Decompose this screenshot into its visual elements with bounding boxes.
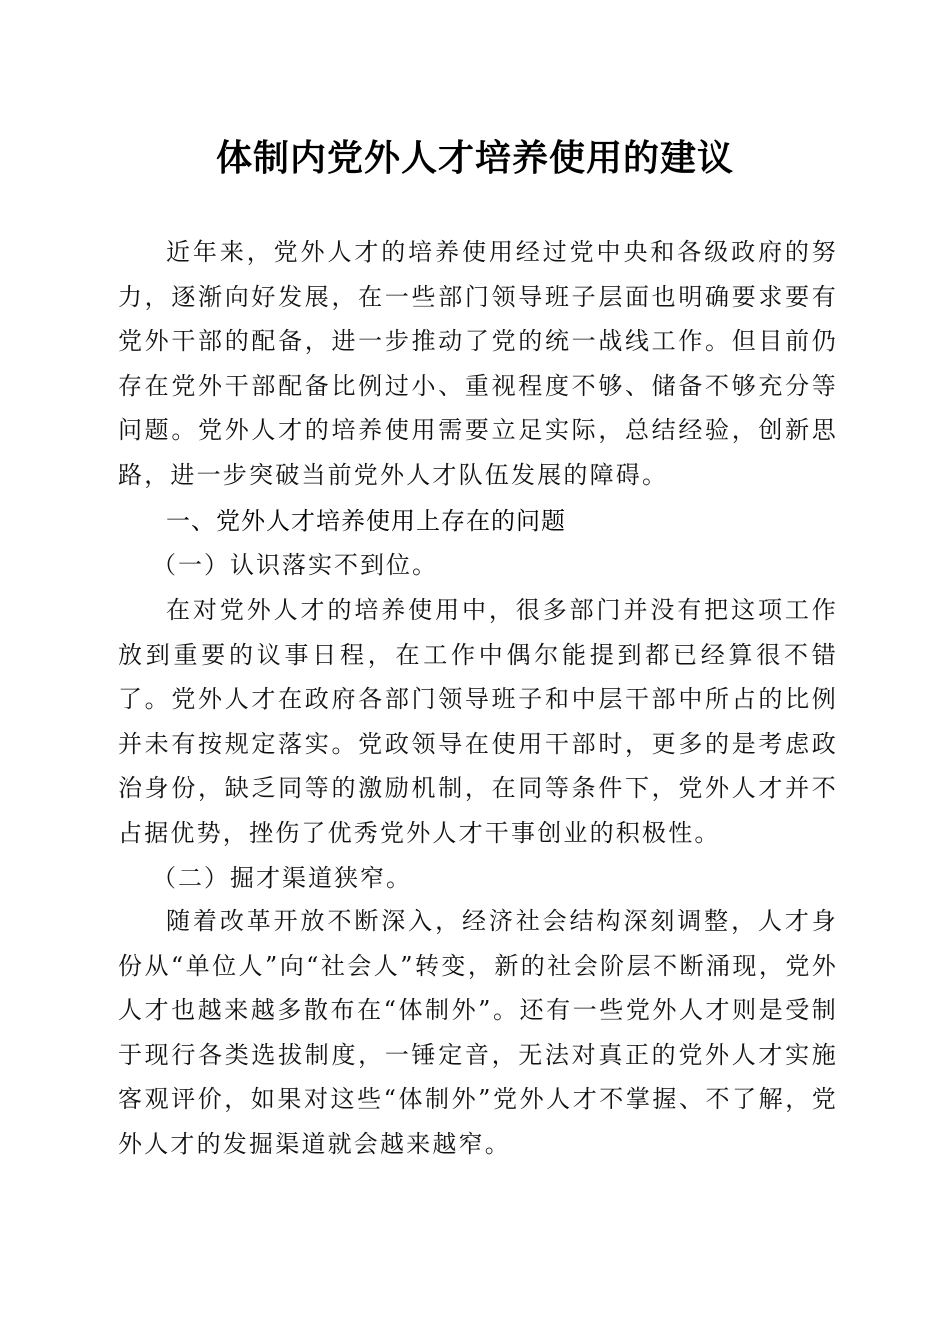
section-heading: 一、党外人才培养使用上存在的问题 — [166, 507, 566, 535]
subsection-paragraph-1: 在对党外人才的培养使用中，很多部门并没有把这项工作放到重要的议事日程，在工作中偶尔能提到都已经算很不错了。党外人才在政府各部门领导班子和中层干部中所占的比例并未有按规定落实。党政领导在使用干部时，更多的是考虑政治身份，缺乏同等的激励机制，在同等条件下，党外人才并不占据优势，挫伤了优秀党外人才干事创业的积极性。 — [118, 596, 838, 847]
subsection-paragraph-2: 随着改革开放不断深入，经济社会结构深刻调整，人才身份从“单位人”向“社会人”转变，新的社会阶层不断涌现，党外人才也越来越多散布在“体制外”。还有一些党外人才则是受制于现行各类选拔制度，一锤定音，无法对真正的党外人才实施客观评价，如果对这些“体制外”党外人才不掌握、不了解，党外人才的发掘渠道就会越来越窄。 — [118, 907, 838, 1158]
document-title: 体制内党外人才培养使用的建议 — [215, 137, 734, 179]
intro-paragraph: 近年来，党外人才的培养使用经过党中央和各级政府的努力，逐渐向好发展，在一些部门领导班子层面也明确要求要有党外干部的配备，进一步推动了党的统一战线工作。但目前仍存在党外干部配备比例过小、重视程度不够、储备不够充分等问题。党外人才的培养使用需要立足实际，总结经验，创新思路，进一步突破当前党外人才队伍发展的障碍。 — [118, 238, 838, 489]
subsection-heading-2: （二）掘才渠道狭窄。 — [152, 864, 412, 892]
subsection-heading-1: （一）认识落实不到位。 — [152, 551, 438, 579]
